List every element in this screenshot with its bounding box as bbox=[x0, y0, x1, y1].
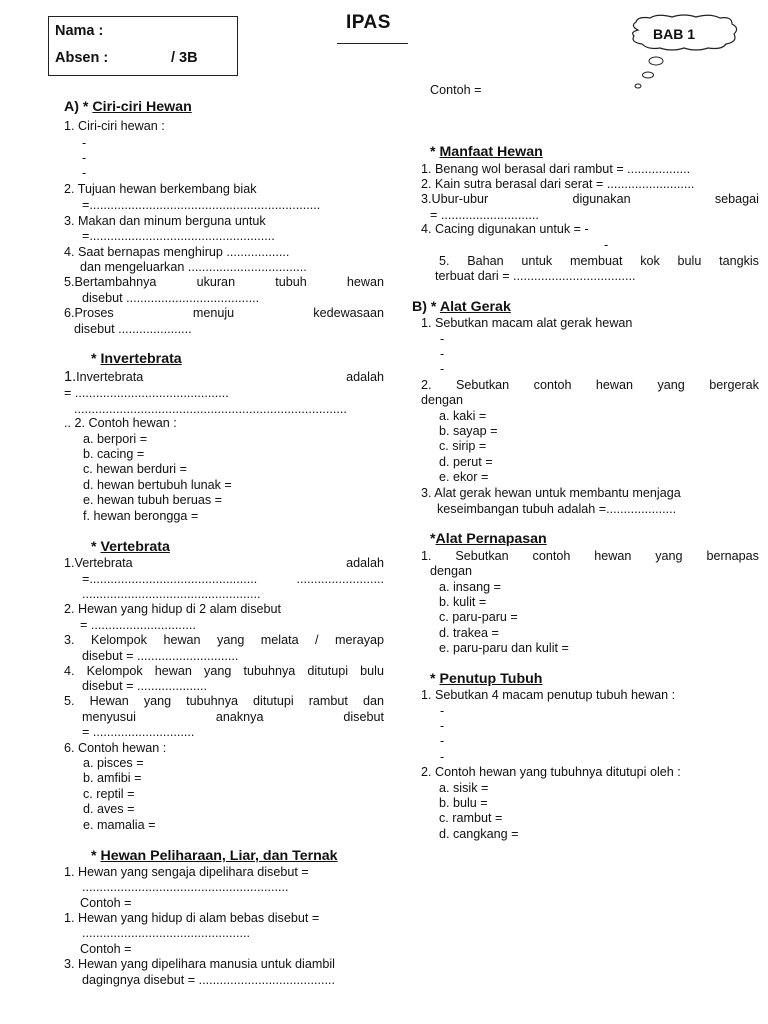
vert-item: d. aves = bbox=[83, 802, 135, 816]
pel-contoh: Contoh = bbox=[80, 942, 132, 956]
penutup-heading: * Penutup Tubuh bbox=[430, 671, 543, 687]
vert-q1-blank: ................................................... bbox=[82, 587, 261, 601]
manfaat-heading: * Manfaat Hewan bbox=[430, 144, 543, 160]
a-q1-dash: - bbox=[82, 151, 87, 165]
pel-contoh: Contoh = bbox=[80, 896, 132, 910]
manfaat-q4: 4. Cacing digunakan untuk = - bbox=[421, 222, 589, 236]
pel-q1-blank: ........................................................... bbox=[82, 880, 289, 894]
pern-q1: 1. Sebutkan contoh hewan yang bernapas bbox=[421, 549, 759, 563]
vert-q2-blank: = .............................. bbox=[80, 618, 196, 632]
a-q2: 2. Tujuan hewan berkembang biak bbox=[64, 182, 257, 196]
b-item: e. ekor = bbox=[439, 470, 489, 484]
vert-q2: 2. Hewan yang hidup di 2 alam disebut bbox=[64, 602, 282, 616]
inv-q1-blank: = ............................................ bbox=[64, 386, 229, 400]
b-q1-dash: - bbox=[440, 332, 445, 346]
pen-q1: 1. Sebutkan 4 macam penutup tubuh hewan : bbox=[421, 688, 676, 702]
a-q4-blank: dan mengeluarkan .................................. bbox=[80, 260, 307, 274]
vert-item: c. reptil = bbox=[83, 787, 135, 801]
vert-q5-cont: menyusui anaknya disebut bbox=[82, 710, 384, 724]
pen-q1-dash: - bbox=[440, 719, 445, 733]
manfaat-q3-blank: = ............................ bbox=[430, 208, 539, 222]
pen-item: b. bulu = bbox=[439, 796, 488, 810]
a-q5-blank: disebut ...................................... bbox=[82, 291, 260, 305]
a-q1-dash: - bbox=[82, 166, 87, 180]
pern-item: c. paru-paru = bbox=[439, 610, 518, 624]
b-q2: 2. Sebutkan contoh hewan yang bergerak bbox=[421, 378, 759, 392]
chapter-label: BAB 1 bbox=[653, 26, 696, 42]
manfaat-q2: 2. Kain sutra berasal dari serat = ......................... bbox=[421, 177, 695, 191]
vert-item: e. mamalia = bbox=[83, 818, 156, 832]
b-q2-cont: dengan bbox=[421, 393, 464, 407]
pern-item: e. paru-paru dan kulit = bbox=[439, 641, 569, 655]
absen-class: / 3B bbox=[171, 50, 198, 66]
b-q1: 1. Sebutkan macam alat gerak hewan bbox=[421, 316, 633, 330]
a-q1: 1. Ciri-ciri hewan : bbox=[64, 119, 165, 133]
a-q4: 4. Saat bernapas menghirup .................. bbox=[64, 245, 290, 259]
a-q5: 5.Bertambahnya ukuran tubuh hewan bbox=[64, 275, 384, 289]
pern-item: b. kulit = bbox=[439, 595, 487, 609]
a-q3-blank: =..................................................... bbox=[82, 229, 275, 243]
pel-q2-blank: ................................................ bbox=[82, 926, 250, 940]
invertebrata-heading: * Invertebrata bbox=[91, 351, 182, 367]
peliharaan-heading: * Hewan Peliharaan, Liar, dan Ternak bbox=[91, 848, 338, 864]
a-q6: 6.Proses menuju kedewasaan bbox=[64, 306, 384, 320]
absen-label: Absen : bbox=[55, 50, 109, 66]
inv-item: d. hewan bertubuh lunak = bbox=[83, 478, 232, 492]
pel-q3-blank: dagingnya disebut = ....................................... bbox=[82, 973, 336, 987]
a-q6-blank: disebut ..................... bbox=[74, 322, 192, 336]
vert-q3: 3. Kelompok hewan yang melata / merayap bbox=[64, 633, 384, 647]
inv-item: b. cacing = bbox=[83, 447, 145, 461]
pern-item: a. insang = bbox=[439, 580, 501, 594]
vert-q5: 5. Hewan yang tubuhnya ditutupi rambut dan bbox=[64, 694, 384, 708]
b-item: c. sirip = bbox=[439, 439, 487, 453]
b-item: d. perut = bbox=[439, 455, 493, 469]
pen-item: d. cangkang = bbox=[439, 827, 519, 841]
a-q3: 3. Makan dan minum berguna untuk bbox=[64, 214, 266, 228]
pel-q2: 1. Hewan yang hidup di alam bebas disebut = bbox=[64, 911, 320, 925]
manfaat-q5-blank: terbuat dari = ................................... bbox=[435, 269, 636, 283]
pen-q1-dash: - bbox=[440, 750, 445, 764]
a-q1-dash: - bbox=[82, 136, 87, 150]
vert-item: b. amfibi = bbox=[83, 771, 142, 785]
pen-q1-dash: - bbox=[440, 734, 445, 748]
inv-q1: 1.Invertebrata adalah bbox=[64, 369, 384, 385]
manfaat-q5: 5. Bahan untuk membuat kok bulu tangkis bbox=[439, 254, 759, 268]
manfaat-q4-dash: - bbox=[604, 238, 609, 252]
pen-q2: 2. Contoh hewan yang tubuhnya ditutupi oleh : bbox=[421, 765, 681, 779]
vert-q4: 4. Kelompok hewan yang tubuhnya ditutupi bulu bbox=[64, 664, 384, 678]
inv-item: e. hewan tubuh beruas = bbox=[83, 493, 222, 507]
nama-label: Nama : bbox=[55, 23, 104, 39]
pen-item: c. rambut = bbox=[439, 811, 503, 825]
pel-q1: 1. Hewan yang sengaja dipelihara disebut = bbox=[64, 865, 309, 879]
vert-q3-blank: disebut = ............................. bbox=[82, 649, 239, 663]
pern-item: d. trakea = bbox=[439, 626, 499, 640]
vert-q6: 6. Contoh hewan : bbox=[64, 741, 167, 755]
vert-q5-blank: = ............................. bbox=[82, 725, 195, 739]
section-b-heading: B) * Alat Gerak bbox=[412, 299, 511, 315]
b-q1-dash: - bbox=[440, 347, 445, 361]
b-item: a. kaki = bbox=[439, 409, 487, 423]
page-title: IPAS bbox=[346, 12, 391, 33]
pel-q3: 3. Hewan yang dipelihara manusia untuk diambil bbox=[64, 957, 335, 971]
name-box bbox=[48, 16, 238, 76]
b-q1-dash: - bbox=[440, 362, 445, 376]
top-contoh: Contoh = bbox=[430, 83, 482, 97]
b-q3-blank: keseimbangan tubuh adalah =.................... bbox=[437, 502, 677, 516]
inv-item: f. hewan berongga = bbox=[83, 509, 199, 523]
b-item: b. sayap = bbox=[439, 424, 498, 438]
inv-item: c. hewan berduri = bbox=[83, 462, 187, 476]
manfaat-q1: 1. Benang wol berasal dari rambut = .................. bbox=[421, 162, 691, 176]
inv-item: a. berpori = bbox=[83, 432, 148, 446]
pernapasan-heading: *Alat Pernapasan bbox=[430, 531, 547, 547]
vert-q4-blank: disebut = .................... bbox=[82, 679, 207, 693]
a-q2-blank: =.................................................................. bbox=[82, 198, 321, 212]
vert-item: a. pisces = bbox=[83, 756, 144, 770]
inv-q2: .. 2. Contoh hewan : bbox=[64, 416, 177, 430]
vert-q1-blank: =................................................ ......................... bbox=[82, 572, 384, 586]
pen-item: a. sisik = bbox=[439, 781, 489, 795]
title-underline bbox=[337, 43, 408, 44]
section-a-heading: A) * Ciri-ciri Hewan bbox=[64, 99, 192, 115]
vert-q1: 1.Vertebrata adalah bbox=[64, 556, 384, 570]
inv-q1-blank: .............................................................................. bbox=[74, 402, 347, 416]
pen-q1-dash: - bbox=[440, 704, 445, 718]
pern-q1-cont: dengan bbox=[430, 564, 473, 578]
manfaat-q3: 3.Ubur-ubur digunakan sebagai bbox=[421, 192, 759, 206]
vertebrata-heading: * Vertebrata bbox=[91, 539, 170, 555]
b-q3: 3. Alat gerak hewan untuk membantu menjaga bbox=[421, 486, 681, 500]
